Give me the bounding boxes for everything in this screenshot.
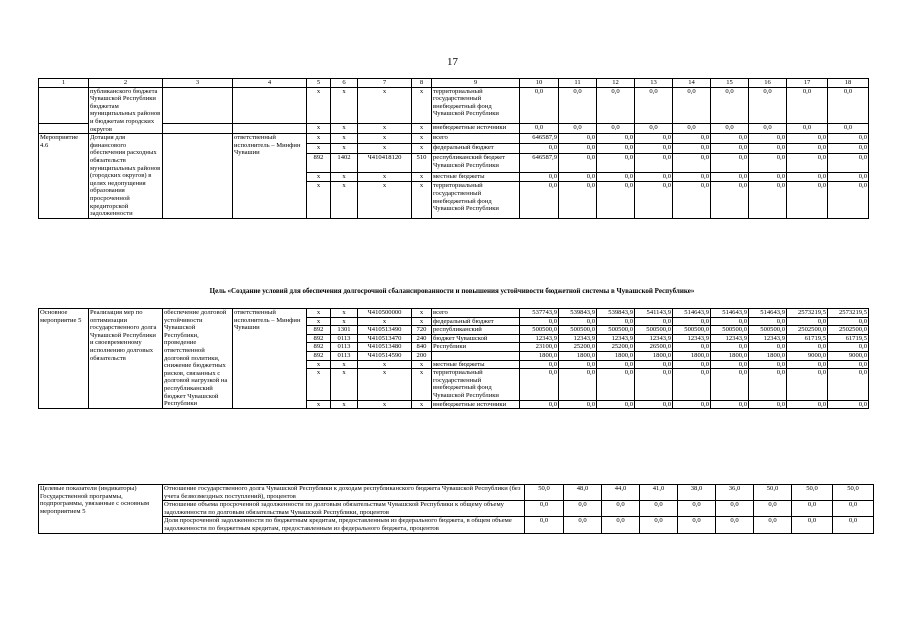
column-number-cell: 6 [331,79,358,88]
column-number-cell: 7 [358,79,412,88]
value-cell: 48,0 [564,485,602,501]
main-event-description: Реализация мер по оптимизации государственного долга Чувашской Республики и своевременному исполнению долговых обязательств [89,309,163,409]
value-cell: 0,0 [749,400,787,409]
value-cell: 0,0 [749,369,787,400]
value-cell: 25200,0 [597,343,635,352]
value-cell: 0,0 [597,172,635,182]
goal-heading: Цель «Создание условий для обеспечения долгосрочной сбалансированности и повышения устойчивости бюджетной системы в Чувашской Республике» [209,287,695,295]
value-cell: 12343,9 [749,334,787,343]
value-cell: 12343,9 [520,334,559,343]
funding-source: федеральный бюджет [432,317,520,326]
code-cell: x [307,400,331,409]
value-cell: 0,0 [597,144,635,154]
value-cell: 0,0 [559,317,597,326]
value-cell: 2573219,5 [787,309,828,318]
column-number-cell: 4 [233,79,307,88]
responsible-executor: ответственный исполнитель – Минфин Чувашии [233,134,307,219]
code-cell: x [358,360,412,369]
value-cell: 0,0 [520,124,559,134]
value-cell: 0,0 [673,87,711,124]
event-description: Дотация для финансового обеспечения расходных обязательств муниципальных районов (городских округов) в целях недопущения образования просроченной кредиторской задолженности [89,134,163,219]
funding-source: территориальный государственный внебюджетный фонд Чувашской Республики [432,87,520,124]
code-cell: 0113 [331,334,358,343]
value-cell: 0,0 [525,517,564,533]
value-cell: 0,0 [559,144,597,154]
code-cell: x [307,134,331,144]
value-cell: 0,0 [520,317,559,326]
value-cell: 36,0 [716,485,754,501]
value-cell: 0,0 [711,317,749,326]
funding-source: территориальный государственный внебюджетный фонд Чувашской Республики [432,369,520,400]
code-cell: 1402 [331,153,358,172]
value-cell: 0,0 [787,317,828,326]
code-cell: x [307,360,331,369]
value-cell: 0,0 [787,400,828,409]
code-cell: x [412,144,432,154]
value-cell: 0,0 [559,400,597,409]
code-cell: x [358,400,412,409]
value-cell: 0,0 [749,134,787,144]
funding-source: всего [432,309,520,318]
responsible-executor: ответственный исполнитель – Минфин Чувашии [233,309,307,409]
code-cell: x [358,369,412,400]
table-row: x x x x внебюджетные источники 0,0 0,0 0,0 0,0 0,0 0,0 0,0 0,0 0,0 [39,124,869,134]
value-cell: 0,0 [833,501,874,517]
code-cell: 892 [307,351,331,360]
value-cell: 541143,9 [635,309,673,318]
code-cell: x [412,317,432,326]
code-cell: x [412,369,432,400]
code-cell: x [412,134,432,144]
value-cell: 1800,0 [749,351,787,360]
value-cell: 0,0 [602,517,640,533]
value-cell: 514643,9 [749,309,787,318]
value-cell: 0,0 [711,134,749,144]
code-cell: 892 [307,326,331,335]
value-cell: 0,0 [711,87,749,124]
value-cell: 2502500,0 [787,326,828,335]
value-cell: 0,0 [635,124,673,134]
value-cell: 0,0 [520,360,559,369]
value-cell: 0,0 [716,517,754,533]
code-cell: 1301 [331,326,358,335]
value-cell: 25200,0 [559,343,597,352]
column-number-cell: 11 [559,79,597,88]
value-cell: 0,0 [564,501,602,517]
value-cell: 2573219,5 [828,309,869,318]
indicator-row [39,517,874,533]
value-cell: 500500,0 [597,326,635,335]
value-cell: 0,0 [635,144,673,154]
code-cell: x [307,182,331,218]
funding-source: республиканский бюджет Чувашской Республики [432,153,520,172]
value-cell: 500500,0 [559,326,597,335]
value-cell: 12343,9 [635,334,673,343]
value-cell: 0,0 [828,153,869,172]
value-cell: 0,0 [711,172,749,182]
value-cell: 0,0 [597,134,635,144]
funding-source: Республики [432,343,520,352]
code-cell: x [307,317,331,326]
funding-source: внебюджетные источники [432,124,520,134]
value-cell: 0,0 [828,182,869,218]
value-cell: 38,0 [678,485,716,501]
value-cell: 50,0 [833,485,874,501]
value-cell: 646587,9 [520,153,559,172]
value-cell: 0,0 [787,153,828,172]
value-cell: 0,0 [828,360,869,369]
funding-source: местные бюджеты [432,172,520,182]
value-cell: 0,0 [749,182,787,218]
event-name: Мероприятие 4.6 [39,134,89,219]
value-cell: 0,0 [564,517,602,533]
value-cell: 0,0 [635,317,673,326]
value-cell: 0,0 [828,87,869,124]
value-cell: 0,0 [749,317,787,326]
value-cell: 12343,9 [711,334,749,343]
budget-table-top [38,78,869,219]
code-cell: x [331,134,358,144]
code-cell: x [331,369,358,400]
value-cell: 0,0 [597,360,635,369]
code-cell: x [358,182,412,218]
column-number-cell: 10 [520,79,559,88]
column-number-cell: 12 [597,79,635,88]
page-number: 17 [447,56,458,68]
indicator-row [39,501,874,517]
code-cell: x [412,309,432,318]
value-cell: 0,0 [787,343,828,352]
value-cell: 537743,9 [520,309,559,318]
table-row [39,309,869,318]
value-cell: 0,0 [559,172,597,182]
value-cell: 9000,0 [787,351,828,360]
value-cell: 0,0 [787,172,828,182]
value-cell: 0,0 [673,343,711,352]
column-number-cell: 14 [673,79,711,88]
column-number-row [39,79,869,88]
funding-source [432,351,520,360]
indicator-row [39,485,874,501]
value-cell: 500500,0 [673,326,711,335]
value-cell: 0,0 [559,360,597,369]
value-cell: 0,0 [711,153,749,172]
value-cell: 0,0 [520,182,559,218]
value-cell: 0,0 [673,144,711,154]
value-cell: 0,0 [673,360,711,369]
column-number-cell: 8 [412,79,432,88]
column-number-cell: 2 [89,79,163,88]
code-cell: x [307,309,331,318]
value-cell: 50,0 [792,485,833,501]
indicators-label: Целевые показатели (индикаторы) Государственной программы, подпрограммы, увязанные с основным мероприятием 5 [39,485,163,534]
table-row [39,134,869,144]
column-number-cell: 9 [432,79,520,88]
value-cell: 0,0 [828,124,869,134]
indicator-text: Отношение объема просроченной задолженности по долговым обязательствам Чувашской Республики к общему объему задолженности по долговым обязательствам Чувашской Республики, процентов [163,501,525,517]
value-cell: 0,0 [559,182,597,218]
value-cell: 1800,0 [635,351,673,360]
value-cell: 0,0 [635,182,673,218]
value-cell: 0,0 [787,360,828,369]
value-cell: 0,0 [711,182,749,218]
value-cell: 9000,0 [828,351,869,360]
value-cell: 0,0 [673,172,711,182]
value-cell: 23100,0 [520,343,559,352]
value-cell: 0,0 [828,172,869,182]
value-cell: 0,0 [673,134,711,144]
value-cell: 50,0 [754,485,792,501]
code-cell: x [307,172,331,182]
value-cell: 0,0 [640,501,678,517]
row-description: публиканского бюджета Чувашской Республики бюджетам муниципальных районов и бюджетам городских округов [89,87,163,134]
funding-source: федеральный бюджет [432,144,520,154]
code-cell: Ч410513480 [358,343,412,352]
code-cell: x [412,172,432,182]
code-cell: 510 [412,153,432,172]
code-cell: x [358,172,412,182]
code-cell: x [307,369,331,400]
value-cell: 0,0 [749,360,787,369]
value-cell: 12343,9 [673,334,711,343]
code-cell: x [331,144,358,154]
value-cell: 0,0 [711,124,749,134]
funding-source: всего [432,134,520,144]
main-event-name: Основное мероприятие 5 [39,309,89,409]
code-cell: 200 [412,351,432,360]
funding-source: республиканский [432,326,520,335]
code-cell: Ч410514590 [358,351,412,360]
code-cell: 892 [307,343,331,352]
value-cell: 0,0 [520,172,559,182]
value-cell: 0,0 [787,369,828,400]
value-cell: 0,0 [525,501,564,517]
value-cell: 0,0 [754,517,792,533]
value-cell: 0,0 [635,134,673,144]
value-cell: 0,0 [520,144,559,154]
value-cell: 0,0 [635,369,673,400]
value-cell: 0,0 [673,317,711,326]
value-cell: 0,0 [828,400,869,409]
value-cell: 0,0 [787,134,828,144]
value-cell: 0,0 [520,400,559,409]
funding-source: бюджет Чувашской [432,334,520,343]
value-cell: 0,0 [635,172,673,182]
value-cell: 500500,0 [749,326,787,335]
value-cell: 514643,9 [673,309,711,318]
funding-source: местные бюджеты [432,360,520,369]
value-cell: 0,0 [828,144,869,154]
value-cell: 0,0 [635,360,673,369]
value-cell: 0,0 [597,369,635,400]
value-cell: 0,0 [597,317,635,326]
code-cell: x [412,400,432,409]
value-cell: 0,0 [559,153,597,172]
value-cell: 1800,0 [520,351,559,360]
value-cell: 0,0 [828,317,869,326]
indicators-table [38,484,874,534]
code-cell: 0113 [331,351,358,360]
code-cell: x [331,317,358,326]
value-cell: 0,0 [559,134,597,144]
indicator-text: Отношение государственного долга Чувашской Республики к доходам республиканского бюджета Чувашской Республики (без учета безвозмездных поступлений), процентов [163,485,525,501]
value-cell: 0,0 [828,343,869,352]
value-cell: 50,0 [525,485,564,501]
value-cell: 0,0 [597,124,635,134]
value-cell: 0,0 [787,124,828,134]
value-cell: 0,0 [828,369,869,400]
value-cell: 500500,0 [635,326,673,335]
value-cell: 12343,9 [559,334,597,343]
column-number-cell: 5 [307,79,331,88]
code-cell: 720 [412,326,432,335]
code-cell: x [412,360,432,369]
value-cell: 0,0 [828,134,869,144]
value-cell: 0,0 [749,172,787,182]
value-cell: 0,0 [749,87,787,124]
value-cell: 0,0 [635,153,673,172]
value-cell: 0,0 [792,517,833,533]
value-cell: 1800,0 [559,351,597,360]
value-cell: 0,0 [678,501,716,517]
code-cell: 240 [412,334,432,343]
column-number-cell: 1 [39,79,89,88]
code-cell: x [358,144,412,154]
value-cell: 0,0 [597,400,635,409]
value-cell: 0,0 [711,360,749,369]
value-cell: 0,0 [711,144,749,154]
code-cell: x [331,400,358,409]
value-cell: 646587,9 [520,134,559,144]
value-cell: 0,0 [635,400,673,409]
value-cell: 539843,9 [559,309,597,318]
value-cell: 1800,0 [673,351,711,360]
value-cell: 26500,0 [635,343,673,352]
value-cell: 0,0 [635,87,673,124]
code-cell: 892 [307,334,331,343]
value-cell: 41,0 [640,485,678,501]
code-cell: x [358,134,412,144]
column-number-cell: 17 [787,79,828,88]
main-event-goal: обеспечение долговой устойчивости Чувашской Республики, проведение ответственной долговой политики, снижение бюджетных рисков, связанных с долговой нагрузкой на республиканский бюджет Чувашской Республики [163,309,233,409]
code-cell: x [331,172,358,182]
value-cell: 12343,9 [597,334,635,343]
table-row: публиканского бюджета Чувашской Республики бюджетам муниципальных районов и бюджетам городских округов x x x x территориальный государственный внебюджетный фонд Чувашской Республики 0,0 0,0 0,0 0,0 0,0 0,0 0,0 0,0 0,0 [39,87,869,124]
code-cell: x [331,182,358,218]
column-number-cell: 15 [711,79,749,88]
value-cell: 2502500,0 [828,326,869,335]
funding-source: внебюджетные источники [432,400,520,409]
value-cell: 0,0 [602,501,640,517]
value-cell: 0,0 [678,517,716,533]
value-cell: 0,0 [520,369,559,400]
value-cell: 0,0 [597,87,635,124]
code-cell: Ч410513490 [358,326,412,335]
value-cell: 0,0 [711,343,749,352]
value-cell: 500500,0 [711,326,749,335]
value-cell: 0,0 [597,182,635,218]
value-cell: 0,0 [833,517,874,533]
value-cell: 0,0 [749,153,787,172]
value-cell: 0,0 [673,369,711,400]
value-cell: 0,0 [673,400,711,409]
value-cell: 0,0 [749,124,787,134]
value-cell: 0,0 [559,124,597,134]
indicator-text: Доля просроченной задолженности по бюджетным кредитам, предоставленным из федерального бюджета, в общем объеме задолженности по бюджетным кредитам, предоставленным из федерального бюджета, процентов [163,517,525,533]
value-cell: 1800,0 [597,351,635,360]
value-cell: 539843,9 [597,309,635,318]
value-cell: 0,0 [754,501,792,517]
code-cell: 0113 [331,343,358,352]
value-cell: 0,0 [640,517,678,533]
value-cell: 0,0 [711,369,749,400]
code-cell: Ч410513470 [358,334,412,343]
value-cell: 0,0 [749,144,787,154]
code-cell: x [307,144,331,154]
value-cell: 0,0 [559,369,597,400]
value-cell: 1800,0 [711,351,749,360]
value-cell: 0,0 [787,182,828,218]
value-cell: 0,0 [792,501,833,517]
code-cell: x [331,360,358,369]
column-number-cell: 16 [749,79,787,88]
value-cell: 61719,5 [787,334,828,343]
column-number-cell: 13 [635,79,673,88]
value-cell: 0,0 [597,153,635,172]
value-cell: 44,0 [602,485,640,501]
value-cell: 0,0 [787,144,828,154]
code-cell: Ч410418120 [358,153,412,172]
value-cell: 0,0 [787,87,828,124]
value-cell: 0,0 [673,124,711,134]
value-cell: 0,0 [559,87,597,124]
column-number-cell: 3 [163,79,233,88]
value-cell: 61719,5 [828,334,869,343]
code-cell: Ч410500000 [358,309,412,318]
value-cell: 0,0 [711,400,749,409]
funding-source: территориальный государственный внебюджетный фонд Чувашской Республики [432,182,520,218]
value-cell: 0,0 [716,501,754,517]
value-cell: 514643,9 [711,309,749,318]
column-number-cell: 18 [828,79,869,88]
code-cell: x [412,182,432,218]
code-cell: 892 [307,153,331,172]
code-cell: x [358,317,412,326]
value-cell: 0,0 [749,343,787,352]
value-cell: 0,0 [673,153,711,172]
code-cell: 840 [412,343,432,352]
code-cell: x [331,309,358,318]
value-cell: 500500,0 [520,326,559,335]
budget-table-main-event [38,308,869,409]
value-cell: 0,0 [673,182,711,218]
value-cell: 0,0 [520,87,559,124]
